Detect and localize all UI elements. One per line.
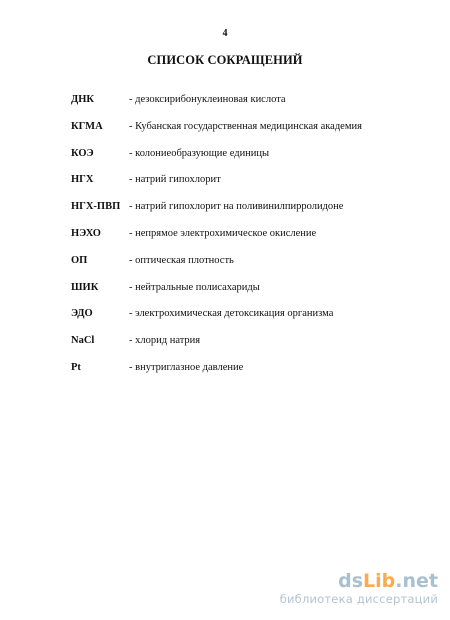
logo-net-text: .net xyxy=(395,570,438,592)
dslib-logo xyxy=(280,571,438,591)
logo-ds-text: ds xyxy=(338,570,364,592)
abbreviation-term: НЭХО xyxy=(71,227,101,239)
list-item xyxy=(71,148,431,175)
watermark xyxy=(280,571,438,606)
page-number: 4 xyxy=(222,28,228,39)
list-item xyxy=(71,335,431,362)
abbreviation-term: КОЭ xyxy=(71,147,94,159)
abbreviation-term: Pt xyxy=(71,361,81,373)
abbreviation-term: ШИК xyxy=(71,281,99,293)
abbreviation-definition: - нейтральные полисахариды xyxy=(129,281,260,293)
logo-lib-text: Lib xyxy=(363,570,396,592)
list-item xyxy=(71,94,431,121)
abbreviation-definition: - колониеобразующие единицы xyxy=(129,147,270,159)
watermark-tagline: библиотека диссертаций xyxy=(279,592,438,606)
abbreviation-definition: - непрямое электрохимическое окисление xyxy=(129,227,317,239)
abbreviation-term: NaCl xyxy=(71,335,95,347)
abbreviation-definition: - оптическая плотность xyxy=(129,254,234,266)
list-item xyxy=(71,201,431,228)
list-item xyxy=(71,362,431,389)
abbreviation-term: ОП xyxy=(71,254,88,266)
list-item xyxy=(71,282,431,309)
abbreviation-definition: - дезоксирибонуклеиновая кислота xyxy=(129,94,286,105)
list-item xyxy=(71,174,431,201)
abbreviation-term: ДНК xyxy=(71,94,95,105)
abbreviation-definition: - натрий гипохлорит xyxy=(129,174,221,186)
abbreviation-definition: - внутриглазное давление xyxy=(129,361,244,373)
list-item xyxy=(71,255,431,282)
abbreviation-definition: - натрий гипохлорит на поливинилпирролидоне xyxy=(129,201,344,213)
abbreviation-definition: - Кубанская государственная медицинская академия xyxy=(129,120,362,132)
page-title: СПИСОК СОКРАЩЕНИЙ xyxy=(147,53,303,67)
abbreviation-definition: - хлорид натрия xyxy=(129,335,201,347)
list-item xyxy=(71,228,431,255)
abbreviation-term: ЭДО xyxy=(71,308,93,320)
abbreviation-definition: - электрохимическая детоксикация организма xyxy=(129,308,334,320)
list-item xyxy=(71,308,431,335)
list-item xyxy=(71,121,431,148)
abbreviation-list xyxy=(71,94,431,389)
abbreviation-term: НГХ xyxy=(71,174,94,186)
abbreviation-term: КГМА xyxy=(71,120,103,132)
abbreviation-term: НГХ-ПВП xyxy=(71,201,121,213)
